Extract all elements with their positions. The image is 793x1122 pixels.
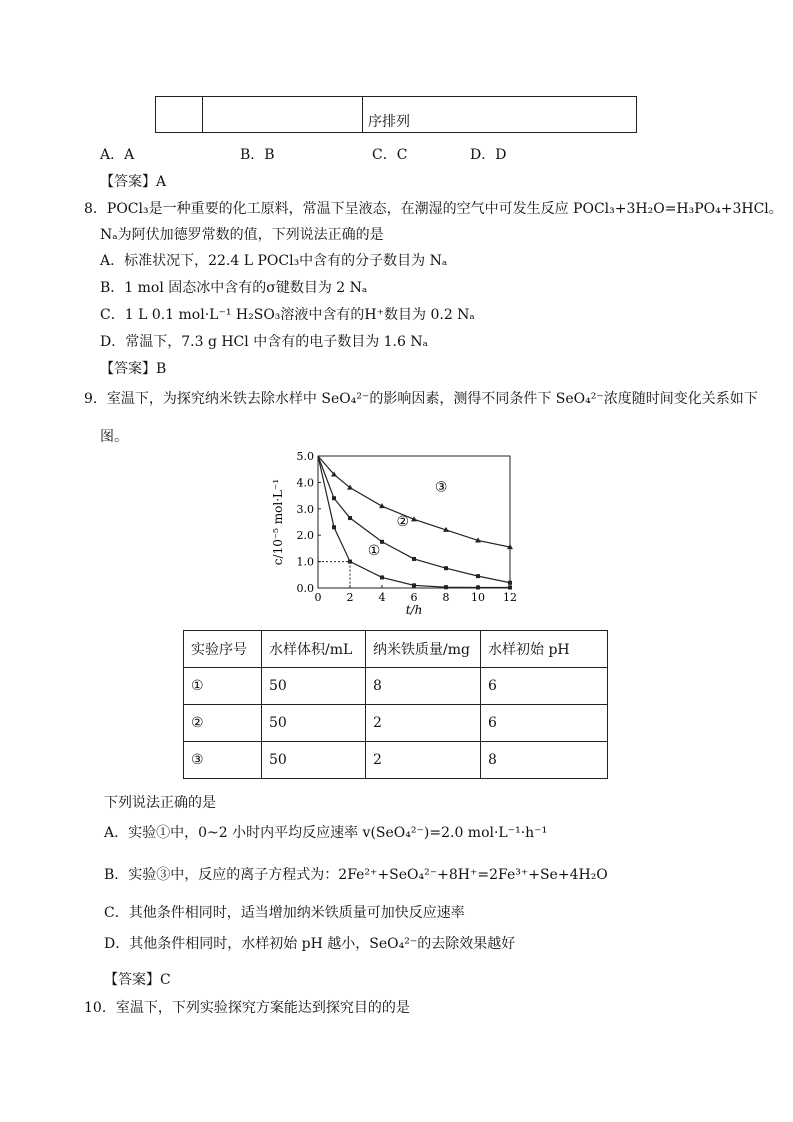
previous-table-fragment xyxy=(155,96,637,133)
series-line xyxy=(318,456,510,547)
data-point xyxy=(332,496,336,500)
table-cell: 8 xyxy=(481,742,608,779)
table-row xyxy=(184,705,608,742)
plot-frame xyxy=(318,456,510,588)
table-header-cell: 水样体积/mL xyxy=(262,631,366,668)
table-row xyxy=(184,668,608,705)
x-tick-label: 2 xyxy=(346,591,354,604)
q9-prompt: 下列说法正确的是 xyxy=(104,795,216,811)
series-label: ③ xyxy=(434,479,448,496)
table-cell xyxy=(203,97,363,132)
y-tick-label: 2.0 xyxy=(296,529,314,543)
q8-option-a: A．标准状况下，22.4 L POCl₃中含有的分子数目为 Nₐ xyxy=(100,253,448,269)
y-tick-label: 4.0 xyxy=(296,476,314,490)
y-tick-label: 3.0 xyxy=(296,502,314,516)
table-header-row xyxy=(184,631,608,668)
q7-option-d: D．D xyxy=(470,147,507,163)
table-cell: 2 xyxy=(366,705,481,742)
data-point xyxy=(444,566,448,570)
data-point xyxy=(348,560,352,564)
x-tick-label: 4 xyxy=(378,591,386,604)
q7-option-b: B．B xyxy=(240,147,275,163)
data-point xyxy=(476,574,480,578)
q8-stem-line2: Nₐ为阿伏加德罗常数的值，下列说法正确的是 xyxy=(100,227,384,243)
table-cell: 6 xyxy=(481,705,608,742)
q9-stem-line2: 图。 xyxy=(100,429,128,445)
data-point xyxy=(348,516,352,520)
q8-answer: 【答案】B xyxy=(100,361,167,377)
table-cell: 8 xyxy=(366,668,481,705)
y-tick-label: 0.0 xyxy=(296,582,314,595)
table-cell: ② xyxy=(184,705,262,742)
q8-option-d: D．常温下，7.3 g HCl 中含有的电子数目为 1.6 Nₐ xyxy=(100,334,429,350)
table-cell: 6 xyxy=(481,668,608,705)
data-point xyxy=(508,585,512,589)
data-point xyxy=(412,557,416,561)
y-axis-label: c/10⁻⁵ mol·L⁻¹ xyxy=(271,478,285,566)
x-tick-label: 8 xyxy=(442,591,450,604)
data-point xyxy=(444,585,448,589)
y-tick-label: 1.0 xyxy=(296,555,314,569)
table-cell: ① xyxy=(184,668,262,705)
x-axis-label: t/h xyxy=(405,603,423,617)
table-cell: 50 xyxy=(262,668,366,705)
table-cell xyxy=(156,97,203,132)
x-tick-label: 6 xyxy=(410,591,418,604)
data-point xyxy=(476,585,480,589)
q8-option-c: C．1 L 0.1 mol·L⁻¹ H₂SO₃溶液中含有的H⁺数目为 0.2 Nₐ xyxy=(100,307,475,323)
table-header-cell: 纳米铁质量/mg xyxy=(366,631,481,668)
q10-stem: 10．室温下，下列实验探究方案能达到探究目的的是 xyxy=(84,1000,410,1016)
table-cell: 50 xyxy=(262,742,366,779)
q9-option-c: C．其他条件相同时，适当增加纳米铁质量可加快反应速率 xyxy=(104,905,465,921)
data-point xyxy=(508,581,512,585)
data-point xyxy=(380,575,384,579)
table-row xyxy=(184,742,608,779)
q9-stem-line1: 9．室温下，为探究纳米铁去除水样中 SeO₄²⁻的影响因素，测得不同条件下 SeO₄²⁻浓度随时间变化关系如下 xyxy=(84,391,758,407)
table-header-cell: 实验序号 xyxy=(184,631,262,668)
table-cell-text: 序排列 xyxy=(368,114,410,130)
q7-answer: 【答案】A xyxy=(100,174,167,190)
data-point xyxy=(332,525,336,529)
experiment-table xyxy=(183,630,608,779)
series-line xyxy=(318,456,510,587)
table-header-cell: 水样初始 pH xyxy=(481,631,608,668)
concentration-time-chart xyxy=(268,446,538,626)
x-tick-label: 0 xyxy=(314,591,322,604)
x-tick-label: 12 xyxy=(503,591,517,604)
table-cell: 50 xyxy=(262,705,366,742)
y-tick-label: 5.0 xyxy=(296,450,314,463)
table-cell: ③ xyxy=(184,742,262,779)
q9-answer: 【答案】C xyxy=(104,972,171,988)
q8-option-b: B．1 mol 固态冰中含有的σ键数目为 2 Nₐ xyxy=(100,280,368,296)
q9-option-b: B．实验③中，反应的离子方程式为：2Fe²⁺+SeO₄²⁻+8H⁺=2Fe³⁺+Se+4H₂O xyxy=(104,867,608,883)
table-cell: 2 xyxy=(366,742,481,779)
q8-stem-line1: 8．POCl₃是一种重要的化工原料，常温下呈液态，在潮湿的空气中可发生反应 POCl₃+3H₂O=H₃PO₄+3HCl。 xyxy=(84,201,783,217)
series-label: ② xyxy=(396,514,410,530)
data-point xyxy=(379,503,385,508)
data-point xyxy=(380,540,384,544)
series-label: ① xyxy=(367,543,381,560)
data-point xyxy=(412,583,416,587)
q9-option-d: D．其他条件相同时，水样初始 pH 越小，SeO₄²⁻的去除效果越好 xyxy=(104,936,516,952)
q9-option-a: A．实验①中，0~2 小时内平均反应速率 v(SeO₄²⁻)=2.0 mol·L⁻¹·h⁻¹ xyxy=(104,825,548,841)
q7-option-a: A．A xyxy=(100,147,135,163)
q7-option-c: C．C xyxy=(372,147,408,163)
x-tick-label: 10 xyxy=(471,591,485,604)
